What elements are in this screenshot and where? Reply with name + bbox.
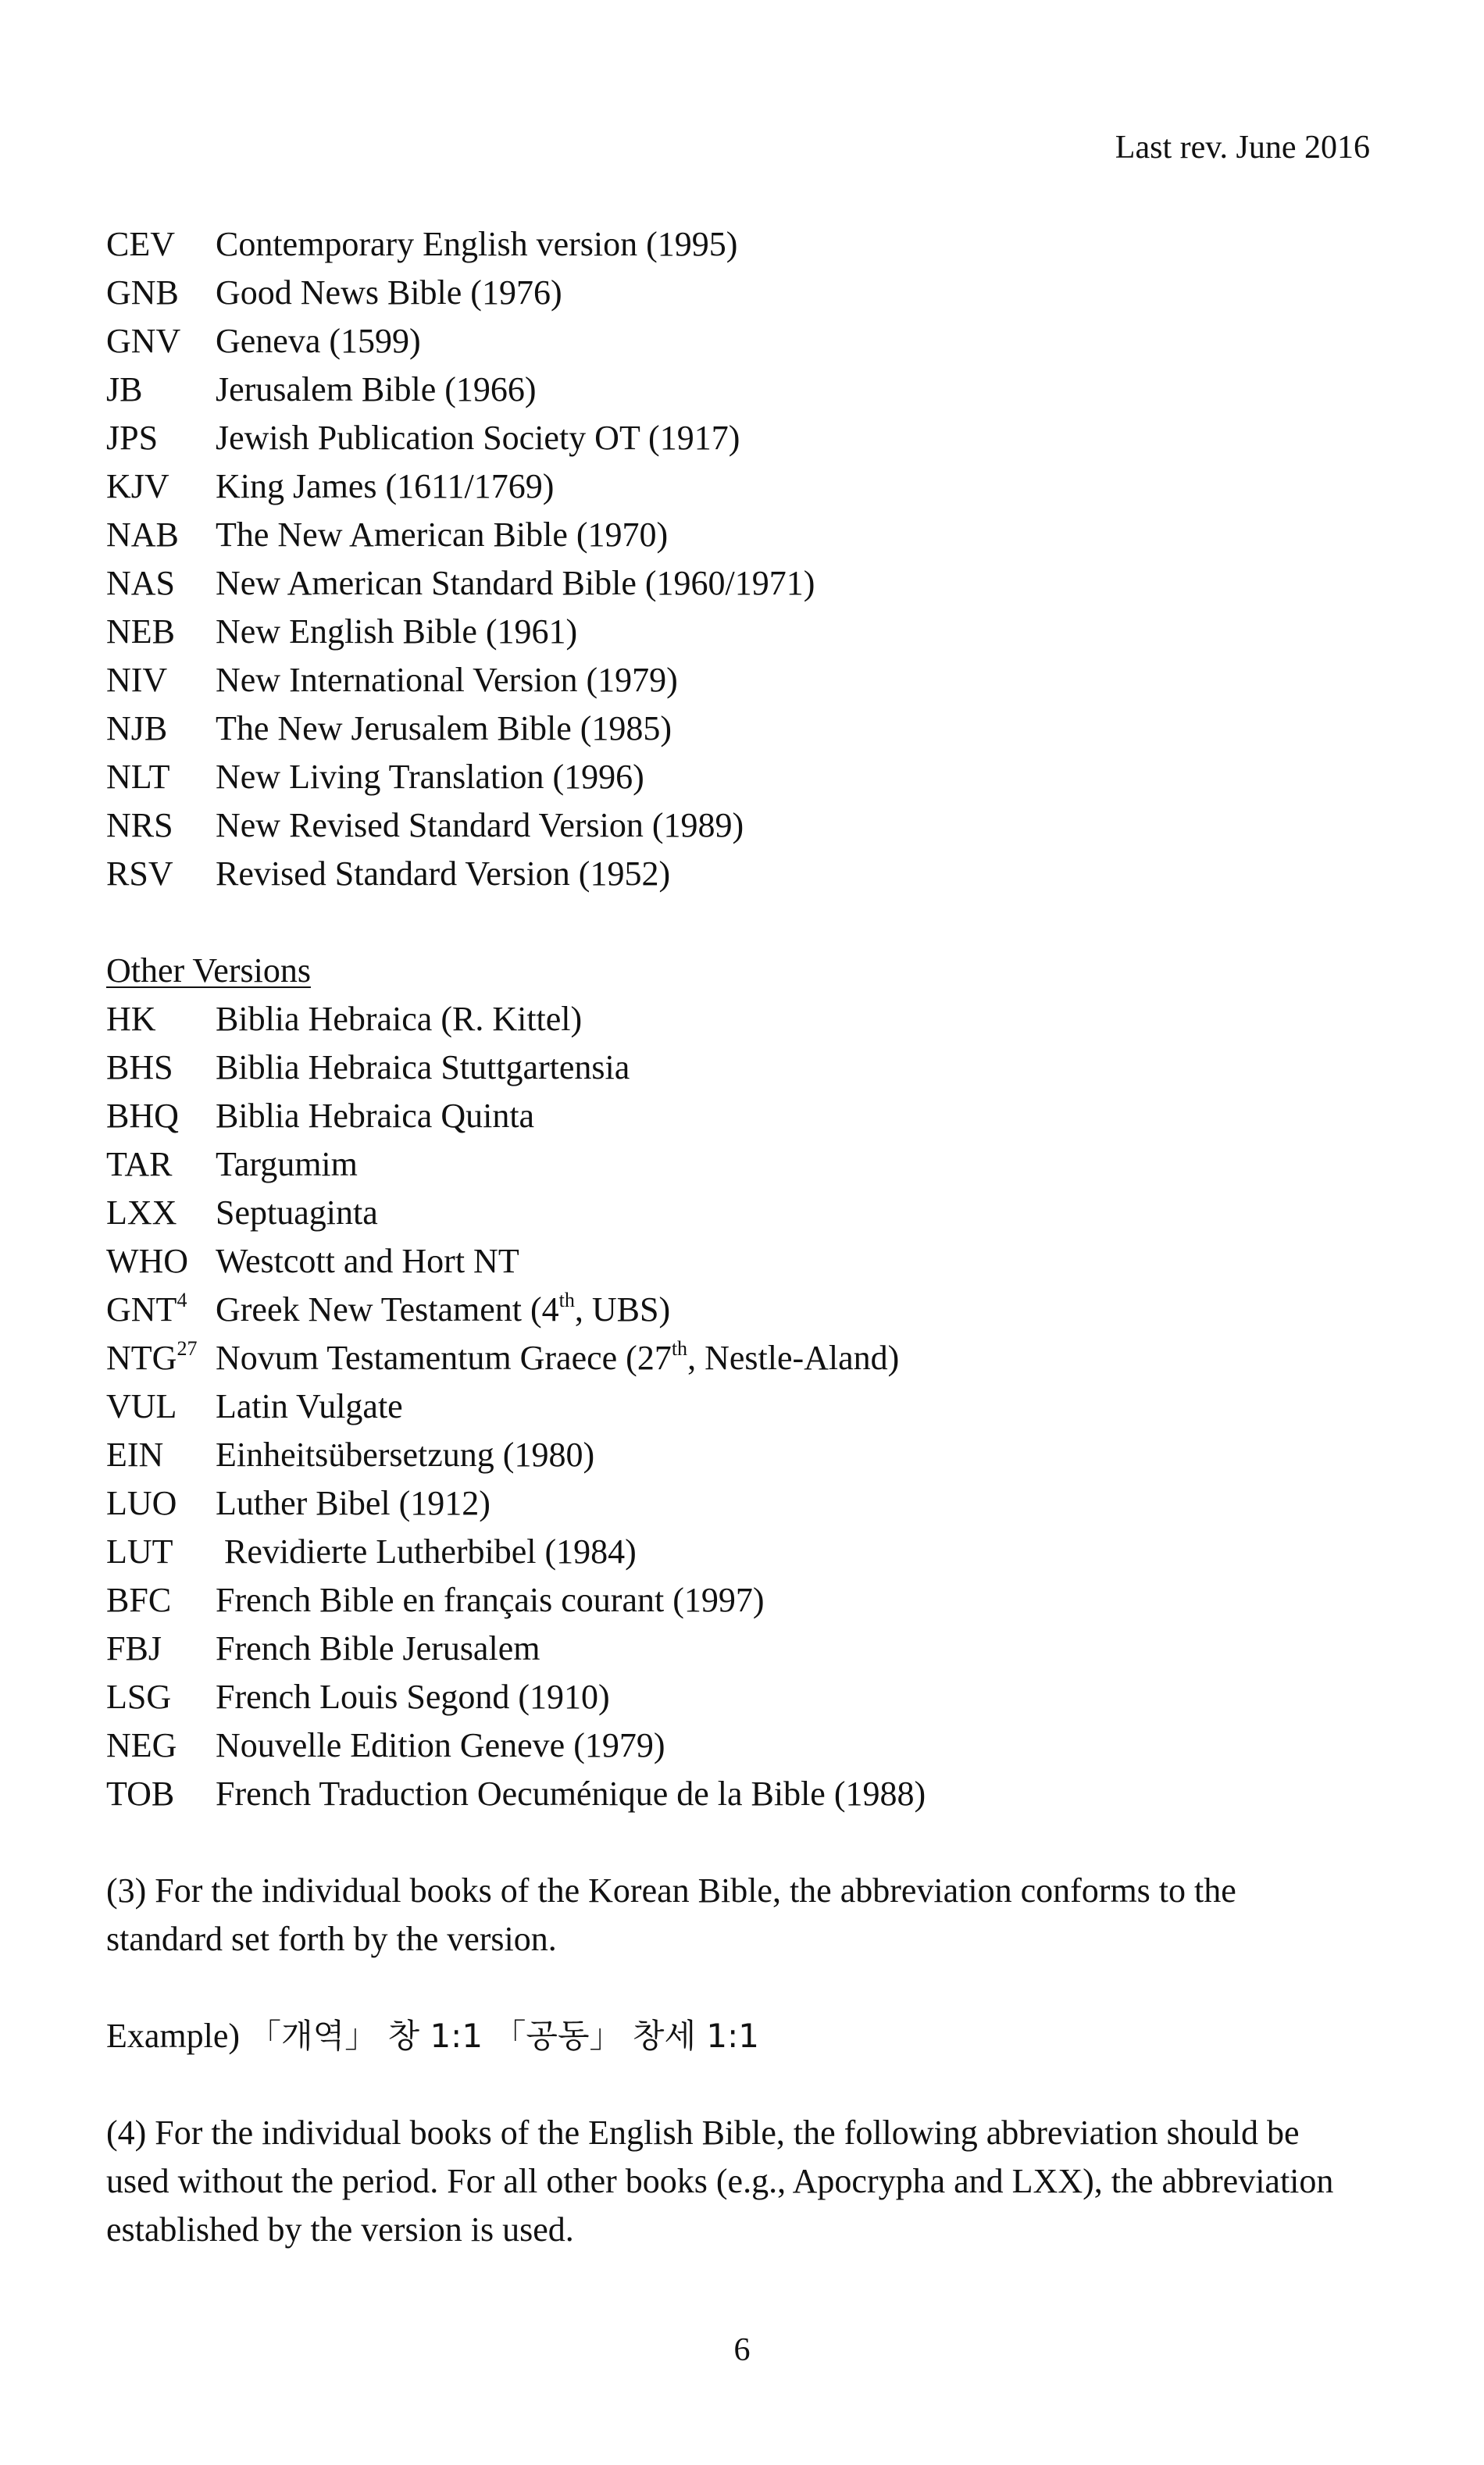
version-abbr: FBJ	[106, 1629, 162, 1668]
version-desc: French Louis Segond (1910)	[216, 1678, 610, 1716]
version-row	[106, 1625, 1387, 1673]
page-number: 6	[733, 2332, 751, 2368]
revision-date: Last rev. June 2016	[1115, 130, 1370, 166]
version-row	[106, 1286, 1387, 1334]
version-desc-text: , UBS)	[574, 1290, 671, 1329]
version-row	[106, 1431, 1387, 1479]
version-abbr: BHQ	[106, 1097, 179, 1135]
version-row	[106, 850, 1387, 898]
version-desc: New Revised Standard Version (1989)	[216, 806, 744, 844]
edition-superscript: 4	[177, 1289, 187, 1312]
version-desc-text: Greek New Testament (4	[216, 1290, 559, 1329]
version-abbr: NAB	[106, 515, 179, 554]
version-row	[106, 1721, 1387, 1770]
version-desc: Revidierte Lutherbibel (1984)	[216, 1532, 637, 1571]
version-abbr: VUL	[106, 1387, 177, 1425]
version-abbr: JB	[106, 370, 143, 408]
version-abbr: BFC	[106, 1581, 172, 1619]
version-abbr	[106, 1286, 216, 1334]
version-row	[106, 366, 1387, 414]
version-desc: Geneva (1599)	[216, 322, 421, 360]
version-row	[106, 705, 1387, 753]
version-abbr: NJB	[106, 709, 168, 747]
ordinal-superscript: th	[558, 1289, 575, 1312]
version-abbr: BHS	[106, 1048, 173, 1086]
version-row	[106, 1770, 1387, 1818]
version-abbr	[106, 1334, 216, 1382]
version-desc: Luther Bibel (1912)	[216, 1484, 491, 1522]
version-abbr: KJV	[106, 467, 169, 505]
version-row	[106, 1479, 1387, 1528]
version-abbr: GNB	[106, 273, 179, 312]
version-abbr: TAR	[106, 1145, 173, 1183]
version-abbr: NIV	[106, 661, 168, 699]
version-desc: Einheitsübersetzung (1980)	[216, 1436, 595, 1474]
version-abbr: JPS	[106, 419, 159, 457]
version-abbr: NRS	[106, 806, 173, 844]
version-row	[106, 656, 1387, 705]
version-row	[106, 801, 1387, 850]
version-abbr: LUT	[106, 1532, 173, 1571]
version-desc: Good News Bible (1976)	[216, 273, 562, 312]
other-versions-list	[106, 995, 1387, 1818]
version-row	[106, 269, 1387, 317]
version-row	[106, 1189, 1387, 1237]
version-desc: French Bible en français courant (1997)	[216, 1581, 765, 1619]
version-row	[106, 1528, 1387, 1576]
example-label: Example)	[106, 2017, 241, 2055]
version-abbr: LXX	[106, 1193, 177, 1232]
version-row	[106, 1334, 1387, 1382]
version-desc: Biblia Hebraica (R. Kittel)	[216, 1000, 583, 1038]
version-desc: King James (1611/1769)	[216, 467, 555, 505]
paragraph-korean-abbreviation: (3) For the individual books of the Korean Bible, the abbreviation conforms to the standard set forth by the version.	[106, 1871, 1236, 1958]
edition-superscript: 27	[177, 1337, 198, 1361]
version-abbr: LUO	[106, 1484, 177, 1522]
version-row	[106, 1237, 1387, 1286]
version-abbr: CEV	[106, 225, 175, 263]
version-abbr: NLT	[106, 758, 170, 796]
version-abbr: WHO	[106, 1242, 189, 1280]
version-desc: The New Jerusalem Bible (1985)	[216, 709, 672, 747]
version-abbr: RSV	[106, 854, 173, 893]
version-row	[106, 220, 1387, 269]
version-desc: Jewish Publication Society OT (1917)	[216, 419, 740, 457]
version-abbr-text: GNT	[106, 1290, 177, 1329]
version-abbr: NAS	[106, 564, 176, 602]
version-row	[106, 1382, 1387, 1431]
version-row	[106, 1576, 1387, 1625]
version-desc: French Bible Jerusalem	[216, 1629, 540, 1668]
version-row	[106, 1140, 1387, 1189]
version-abbr: NEB	[106, 612, 175, 651]
version-desc: New International Version (1979)	[216, 661, 678, 699]
version-desc: Latin Vulgate	[216, 1387, 403, 1425]
version-desc: Contemporary English version (1995)	[216, 225, 738, 263]
version-desc: Biblia Hebraica Stuttgartensia	[216, 1048, 630, 1086]
paragraph-english-abbreviation: (4) For the individual books of the English Bible, the following abbreviation should be used without the period. For all other books (e.g., Apocrypha and LXX), the abbreviation established by the version is used.	[106, 2114, 1334, 2249]
version-desc: Biblia Hebraica Quinta	[216, 1097, 535, 1135]
version-abbr: LSG	[106, 1678, 172, 1716]
version-desc: Revised Standard Version (1952)	[216, 854, 671, 893]
version-row	[106, 1092, 1387, 1140]
version-desc: Westcott and Hort NT	[216, 1242, 519, 1280]
version-desc: New Living Translation (1996)	[216, 758, 644, 796]
version-row	[106, 511, 1387, 559]
version-desc: French Traduction Oecuménique de la Bible (1988)	[216, 1775, 926, 1813]
version-desc: Nouvelle Edition Geneve (1979)	[216, 1726, 665, 1764]
version-row	[106, 559, 1387, 608]
version-desc: Septuaginta	[216, 1193, 378, 1232]
example-korean-text: 「개역」 창 1:1 「공동」 창세 1:1	[248, 2017, 759, 2055]
version-row	[106, 1043, 1387, 1092]
version-row	[106, 462, 1387, 511]
version-row	[106, 995, 1387, 1043]
english-versions-list	[106, 220, 1387, 898]
version-desc	[216, 1286, 1387, 1334]
version-row	[106, 317, 1387, 366]
version-abbr: EIN	[106, 1436, 164, 1474]
version-desc-text: , Nestle-Aland)	[687, 1339, 900, 1377]
ordinal-superscript: th	[671, 1337, 688, 1361]
other-versions-heading: Other Versions	[106, 951, 311, 990]
page-content	[106, 220, 1387, 2254]
version-abbr: HK	[106, 1000, 156, 1038]
version-row	[106, 608, 1387, 656]
version-abbr: GNV	[106, 322, 181, 360]
version-desc-text: Novum Testamentum Graece (27	[216, 1339, 672, 1377]
version-row	[106, 414, 1387, 462]
version-abbr: TOB	[106, 1775, 175, 1813]
korean-example	[106, 2012, 1387, 2060]
version-desc: New American Standard Bible (1960/1971)	[216, 564, 815, 602]
version-desc: The New American Bible (1970)	[216, 515, 669, 554]
version-desc: Jerusalem Bible (1966)	[216, 370, 537, 408]
version-row	[106, 1673, 1387, 1721]
version-abbr-text: NTG	[106, 1339, 177, 1377]
version-desc: Targumim	[216, 1145, 358, 1183]
version-desc	[216, 1334, 1387, 1382]
version-desc: New English Bible (1961)	[216, 612, 578, 651]
version-row	[106, 753, 1387, 801]
version-abbr: NEG	[106, 1726, 177, 1764]
